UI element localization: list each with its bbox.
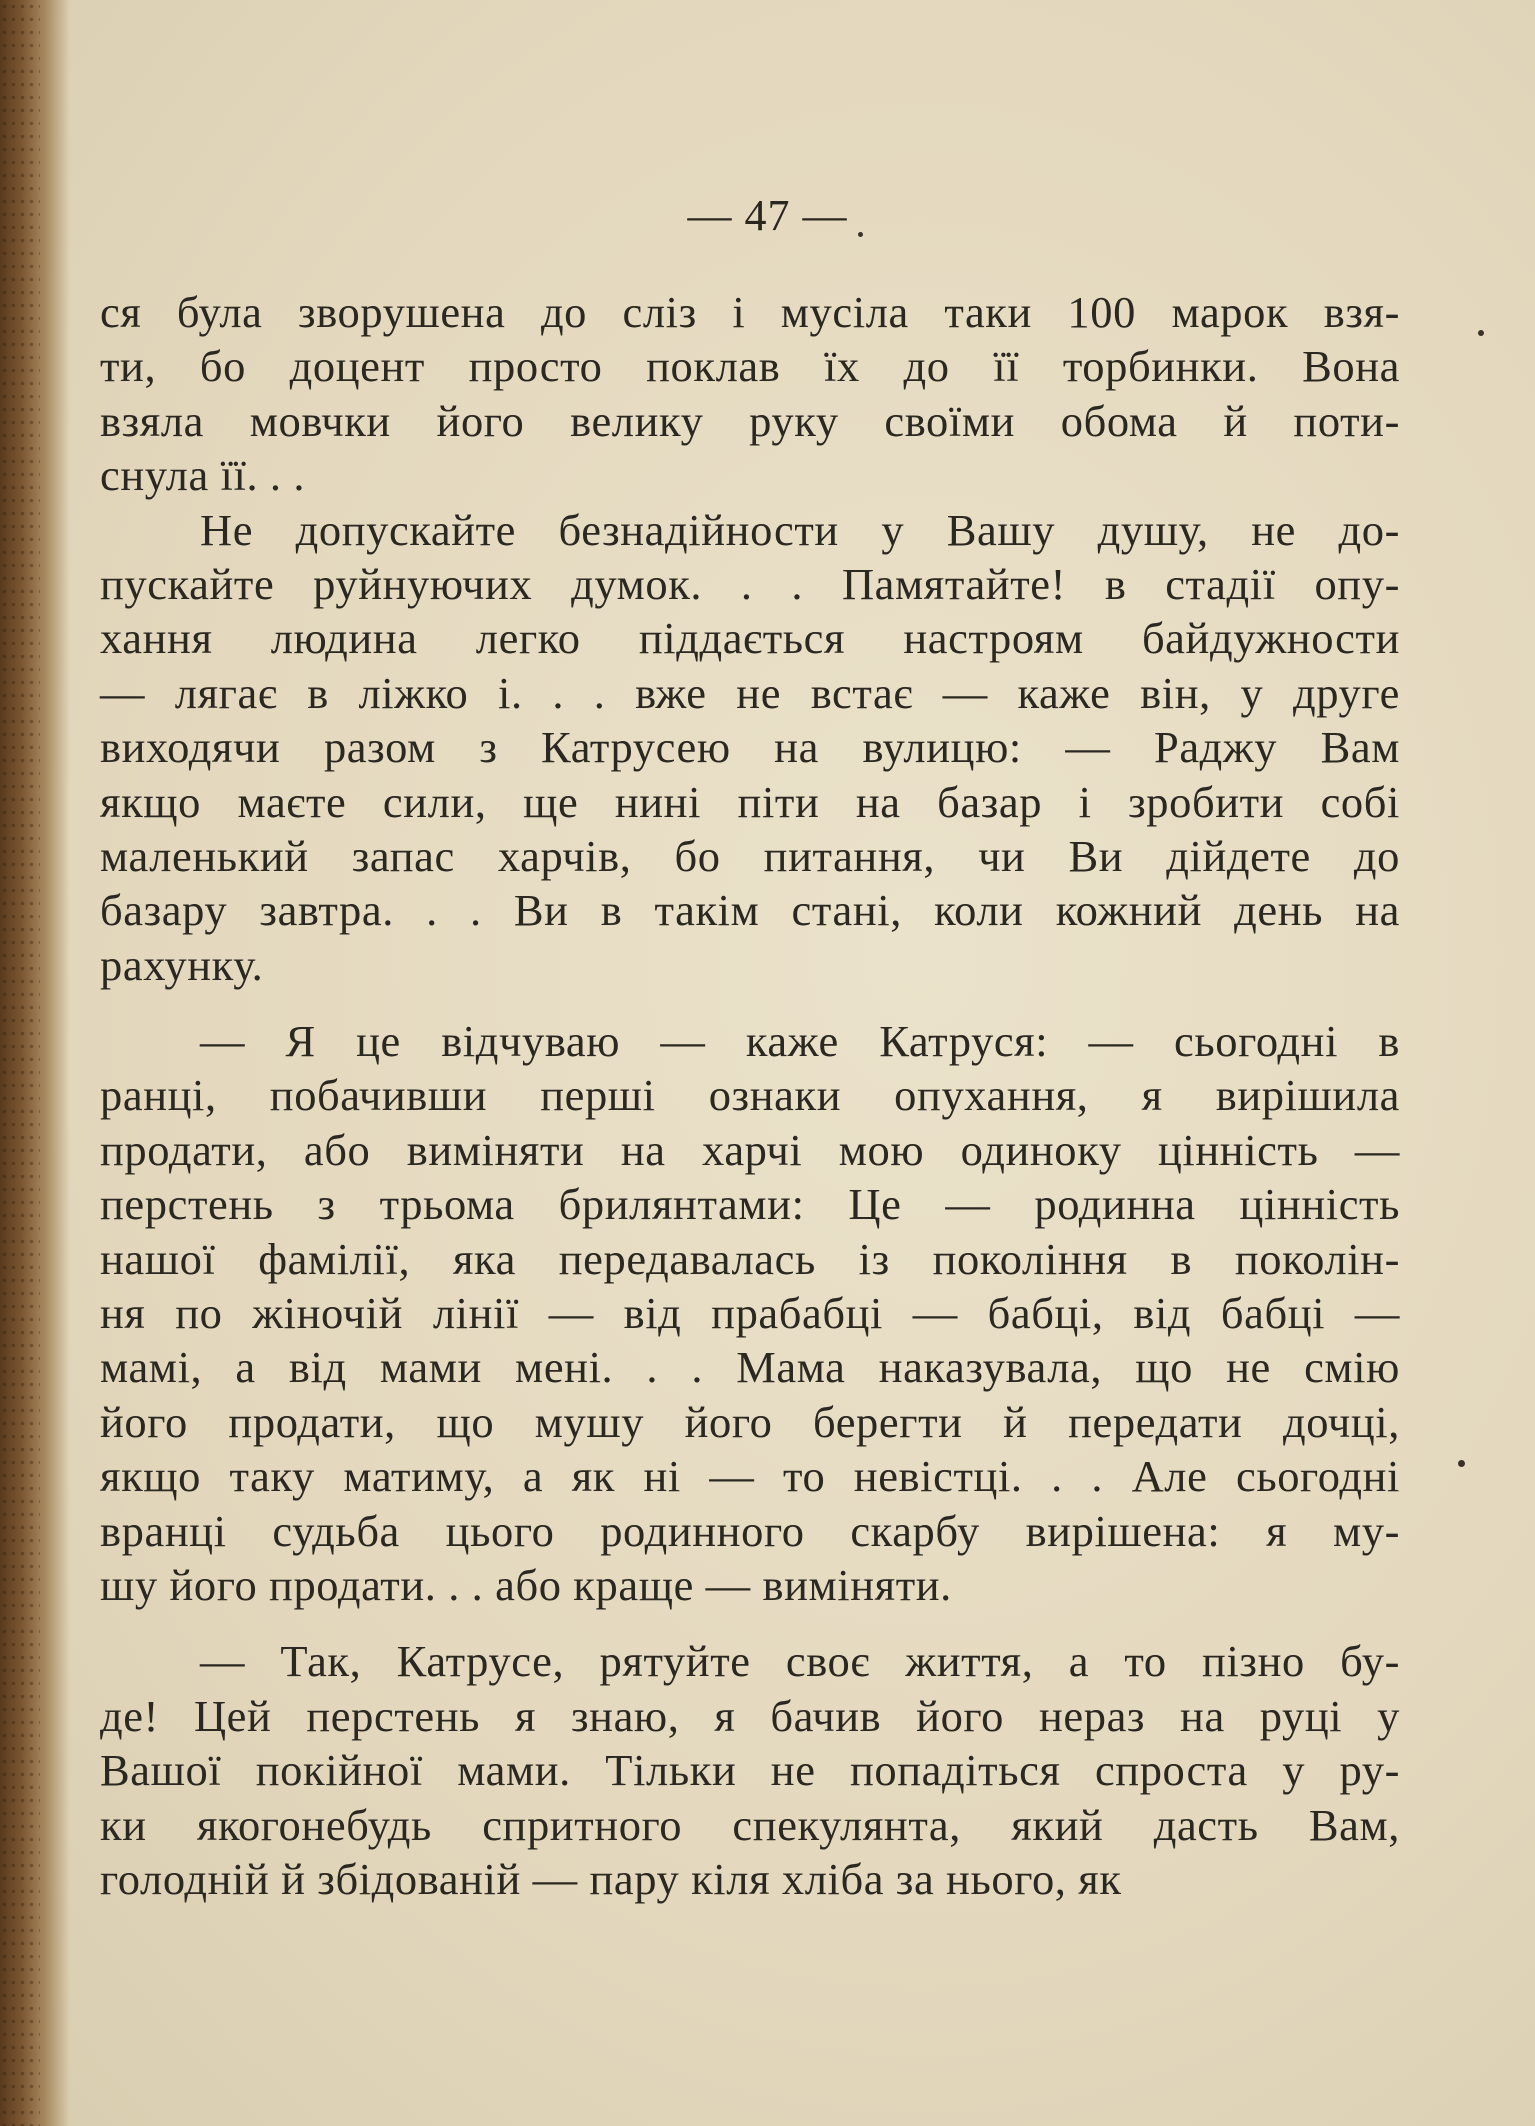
text-line: вранці судьба цього родинного скарбу вирішена: я му- xyxy=(100,1505,1400,1556)
text-line: якщо маєте сили, ще нині піти на базар і зробити собі xyxy=(100,776,1400,827)
text-line: рахунку. xyxy=(100,939,264,990)
text-line: — Я це відчуваю — каже Катруся: — сьогодні в xyxy=(200,1016,1400,1067)
text-line: якщо таку матиму, а як ні — то невістці. . . Але сьогодні xyxy=(100,1451,1400,1502)
text-line: нашої фамілії, яка передавалась із покоління в поколін- xyxy=(100,1233,1400,1284)
text-line: перстень з трьома брилянтами: Це — родинна цінність xyxy=(100,1179,1400,1230)
spine-texture xyxy=(0,0,40,2126)
paragraph xyxy=(100,1634,1400,1906)
paper-speck xyxy=(1458,1460,1465,1467)
text-line: хання людина легко піддається настроям байдужности xyxy=(100,613,1400,664)
text-line: базару завтра. . . Ви в такім стані, коли кожний день на xyxy=(100,885,1400,936)
paragraph-gap xyxy=(100,1612,1400,1634)
body-text xyxy=(100,285,1400,1906)
paragraph xyxy=(100,285,1400,503)
paper-speck xyxy=(858,232,863,237)
text-line: взяла мовчки його велику руку своїми обома й поти- xyxy=(100,395,1400,446)
text-line: ся була зворушена до сліз і мусіла таки 100 марок взя- xyxy=(100,287,1400,337)
text-line: мамі, а від мами мені. . . Мама наказувала, що не смію xyxy=(100,1342,1400,1393)
paragraph xyxy=(100,1014,1400,1612)
text-line: ня по жіночій лінії — від прабабці — бабці, від бабці — xyxy=(100,1288,1400,1339)
text-line: — лягає в ліжко і. . . вже не встає — каже він, у друге xyxy=(100,667,1400,718)
text-line: де! Цей перстень я знаю, я бачив його нераз на руці у xyxy=(100,1690,1400,1741)
text-line: його продати, що мушу його берегти й передати дочці, xyxy=(100,1396,1400,1447)
text-line: маленький запас харчів, бо питання, чи Ви дійдете до xyxy=(100,830,1400,881)
text-line: Не допускайте безнадійности у Вашу душу, не до- xyxy=(200,504,1400,555)
paragraph-gap xyxy=(100,992,1400,1014)
text-line: ти, бо доцент просто поклав їх до її торбинки. Вона xyxy=(100,341,1400,392)
text-line: голодній й збідованій — пару кіля хліба за нього, як xyxy=(100,1853,1122,1904)
text-line: шу його продати. . . або краще — виміняти. xyxy=(100,1559,952,1610)
paper-speck xyxy=(1478,330,1484,336)
page-number: — 47 — xyxy=(687,191,848,240)
text-line: Вашої покійної мами. Тільки не попадіться спроста у ру- xyxy=(100,1745,1400,1796)
text-line: ки якогонебудь спритного спекулянта, який дасть Вам, xyxy=(100,1799,1400,1850)
text-line: виходячи разом з Катрусею на вулицю: — Раджу Вам xyxy=(100,722,1400,773)
text-line: — Так, Катрусе, рятуйте своє життя, а то пізно бу- xyxy=(200,1636,1400,1687)
text-line: снула її. . . xyxy=(100,450,306,501)
text-line: пускайте руйнуючих думок. . . Памятайте! в стадії опу- xyxy=(100,558,1400,609)
paragraph xyxy=(100,503,1400,993)
text-line: ранці, побачивши перші ознаки опухання, я вирішила xyxy=(100,1070,1400,1121)
text-line: продати, або виміняти на харчі мою одиноку цінність — xyxy=(100,1124,1400,1175)
